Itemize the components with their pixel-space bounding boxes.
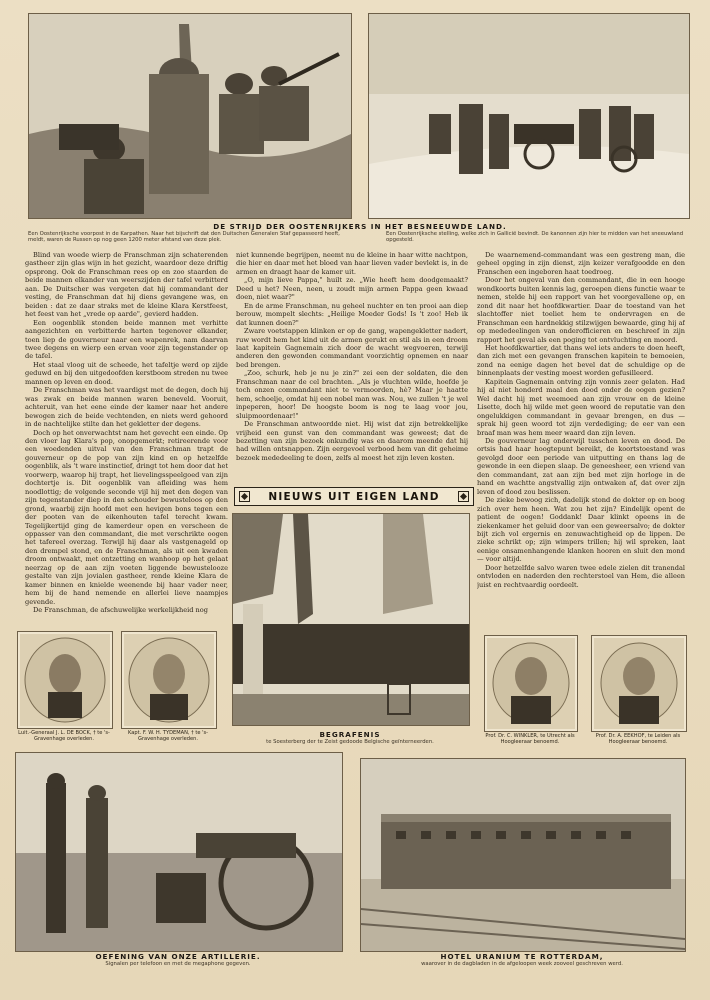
section-banner [234,487,474,506]
portrait-caption-winkler: Prof. Dr. C. WINKLER, te Utrecht als Hoogleeraar benoemd. [485,733,575,745]
section-banner-title: NIEUWS UIT EIGEN LAND [268,490,440,503]
article-paragraph: En de arme Franschman, nu geheel nuchter en ten prooi aan diep berouw, mompelt slechts: „Heilige Moeder Gods! Is 't zoo! Heb ik dat kunnen doen?" [236,301,468,327]
portrait-caption-tydeman: Kapt. F. W. H. TYDEMAN, † te 's-Gravenhage overleden. [128,730,208,742]
article-paragraph: Het staal vloog uit de scheede, het tafeltje werd op zijde geduwd en bij den uitgedoofden kerstboom streden nu twee mannen op leven en dood. [25,360,228,386]
ornament-left-icon [239,491,250,502]
artillery-title: OEFENING VAN ONZE ARTILLERIE. [95,952,261,961]
article-paragraph: Kapitein Gagnemain ontving zijn vonnis zeer gelaten. Had hij al niet honderd maal den dood onder de oogen gezien? Wel dacht hij met weemoed aan zijn vrouw en de kleine Lisette, doch hij wilde met geen woord de reputatie van den ongelukkigen commandant in gevaar brengen, en dus — sprak hij geen woord tot zijn verdediging; de eer van een braaf man was hem meer waard dan zijn leven. [477,377,685,437]
hotel-title: HOTEL URANIUM TE ROTTERDAM, [440,952,604,961]
article-paragraph: Door hetzelfde salvo waren twee edele zielen dit tranendal ontvloden en naderden den rechterstoel van Hem, die alleen juist en rechtvaardig oordeelt. [477,563,685,589]
photo-artillery-exercise [15,752,343,952]
photo-hotel-uranium [360,758,686,952]
article-paragraph: De Franschman antwoordde niet. Hij wist dat zijn betrekkelijke vrijheid een gunst van den commandant was geweest; dat de bezetting van zijn bezoek onkundig was en daarom meende dat hij had willen ontsnappen. Zijn eergevoel verbood hem van dit geheime bezoek mededeeling te doen, zelfs al moest het zijn leven kosten. [236,420,468,462]
article-paragraph: „O, mijn lieve Pappa," huilt ze. „Wie heeft hem doodgemaakt? Deed u het? Neen, neen, u zoudt mijn armen Pappa geen kwaad doen, niet waar?" [236,276,468,302]
article-paragraph: niet kunnende begrijpen, neemt nu de kleine in haar witte nachtpon, die hier en daar met het bloed van haar lieven vader bevlekt is, in de armen en draagt haar de kamer uit. [236,251,468,276]
article-paragraph: De Franschman, de afschuwelijke werkelijkheid nog [33,606,208,615]
article-paragraph: Een oogenblik stonden beide mannen met verhitte aangezichten en verbitterde harten tegenover elkander, toen liep de gouverneur naar een wapenrek, nam daarvan twee degens en wierp een ervan voor zijn tegenstander op de tafel. [25,318,228,361]
article-column-1 [25,251,228,627]
portrait-caption-eekhof: Prof. Dr. A. EEKHOF, te Leiden als Hoogleeraar benoemd. [595,733,681,745]
portrait-de-bock [17,631,113,729]
portrait-caption-de-bock: Luit.-Generaal J. L. DE BOCK, † te 's-Gravenhage overleden. [18,730,110,742]
ornament-right-icon [458,491,469,502]
article-paragraph: Het hoofdkwartier, dat thans wel iets anders te doen heeft, dan zich met een gevangen franschen kapitein te bemoeien, zond na eenige dagen het bevel dat de schuldige op de binnenplaats der vesting moest worden gefusilleerd. [477,343,685,378]
burial-title: BEGRAFENIS [319,730,381,739]
portrait-tydeman [121,631,217,729]
article-column-3 [477,251,685,628]
article-paragraph: De waarnemend-commandant was een gestreng man, die geheel opging in zijn dienst, zijn keizer verafgoodde en den Franschen een ingeboren haat toedroeg. [477,251,685,276]
burial-caption: te Soesterberg der te Zeist gedoode Belgische geïnterneerden. [266,739,434,745]
portrait-eekhof [591,635,687,732]
photo-austrian-position [368,13,690,219]
top-right-caption: Een Oostenrijksche stelling, welke zich in Gallicië bevindt. De kanonnen zijn hier te midden van het sneeuwland opgesteld. [386,231,684,243]
article-paragraph: Doch op het onverwachtst nam het gevecht een einde. Op den vloer lag Klara's pop, onopgemerkt; retireerende voor een woedenden uitval van den Franschman trapt de gouverneur op de pop van zijn kind en op hetzelfde oogenblik, als 't ware instinctief, dringt tot hem door dat het voorwerp, waarop hij trapt, het lievelingsspeelgoed van zijn dochtertje is. Dit oogenblik van afleiding was hem noodlottig; de volgende seconde vijl hij met den degen van zijn tegenstander diep in den schouder bewusteloos op den grond, waarbij zijn hoofd met een hevigen bons tegen een der pooten van de eikenhouten tafel terecht kwam. Tegelijkertijd ging de kamerdeur open en verscheen de oppasser van den commandant, die met verschrikte oogen het tafereel overzag. Terwijl hij daar als vastgenageld op den drempel stond, en de Franschman, als uit een kwaden droom ontwaakt, met ontzetting en wanhoop op het gelaat neerzag op de aan zijn voeten liggende bewustelooze gestalte van zijn jovialen gastheer, rende kleine Klara de kamer binnen en knielde weenende bij haar vader neer, hem bij de hand nemende en allerlei lieve naampjes gevende. [25,428,228,606]
article-paragraph: „Zoo, schurk, heb je nu je zin?" zei een der soldaten, die den Franschman naar de cel brachten. „Als je vluchten wilde, hoefde je toch onzen commandant niet te vermoorden, hè? Maar je haatte hem, schoelje, omdat hij een nobel man was. Nou, we zullen 't je wel inpeperen, hoor! De hoogste boom is nog te laag voor jou, sluipmoordenaar!" [236,369,468,420]
artillery-caption: Signalen per telefoon en met de megaphone gegeven. [105,961,251,967]
photo-austrian-outpost [28,13,352,219]
article-paragraph: De zieke bewoog zich, dadelijk stond de dokter op en boog zich over hem heen. Wat zou het zijn? Eindelijk opent de patient de oogen! Goddank! Daar klinkt opeens in de ziekenkamer het geluid door van een geweersalvo; de dokter bijt zich vol ergernis en zenuwachtigheid op de lippen. De zieke schrikt op; zijn wimpers trillen; hij wil spreken, laat eenige onsamenhangende klanken hooren en sluit den mond — voor altijd. [477,496,685,564]
article-paragraph: De Franschman was het vaardigst met de degen, doch hij was zwak en beide mannen waren beneveld. Vooruit, achteruit, van het eene einde der kamer naar het andere bewogen zich de beide vechtenden, en niets werd gehoord in de nachtelijke stilte dan het gekletter der degens. [25,386,228,429]
article-paragraph: Door het ongeval van den commandant, die in een hooge wondkoorts buiten kennis lag, geroepen diens functie waar te nemen, stelde hij een rapport van het voorgevallene op, en zond dit naar het hoofdkwartier. Daar de toestand van het slachtoffer niet toeliet hem te ondervragen en de Franschman een hardnekkig stilzwijgen bewaarde, ging hij af op mededeelingen van onderofficieren en beschreef in zijn rapport het geval als een poging tot ontvluchting en moord. [477,276,685,344]
article-paragraph: Blind van woede wierp de Franschman zijn schaterenden gastheer zijn glas wijn in het gezicht, waardoor deze driftig opsprong. Ook de Franschman rees op en zoo staarden de beide mannen elkander van weerszijden der tafel verbitterd aan. De Duitscher was vergeten dat hij commandant der vesting, de Franschman dat hij diens gevangene was, en beiden : dat ze daar straks met de kleine Klara Kerstfeest, het feest van het „vrede op aarde", gevierd hadden. [25,251,228,319]
top-left-caption: Een Oostenrijksche voorpost in de Karpathen. Naar het bijschrift dat den Duitschen Generalen Staf gepasseerd heeft, meldt, waren de Russen op nog geen 1200 meter afstand van deze plek. [28,231,340,243]
portrait-winkler [484,635,578,732]
hotel-caption: waarover in de dagbladen in de afgeloopen week zooveel geschreven werd. [421,961,623,967]
photo-burial [232,513,470,726]
article-paragraph: De gouverneur lag onderwijl tusschen leven en dood. De ortsis had haar hoogtepunt bereikt, de koortstoestand was gevolgd door een periode van uitputting en thans lag de gewonde in een diepen slaap. De geneesheer, een vriend van den commandant, zat aan zijn bed met zijn horloge in de hand en wachtte angstvallig zijn ontwaken af, dat over zijn leven of dood zou beslissen. [477,436,685,496]
article-paragraph: Zware voetstappen klinken er op de gang, wapengekletter nadert, ruw wordt hem het kind uit de armen gerukt en stil als in een droom laat kapitein Gagnemain zich door de wacht wegvoeren, terwijl anderen den gewonden commandant voorzichtig opnemen en naar bed brengen. [236,327,468,369]
top-photos-title: DE STRIJD DER OOSTENRIJKERS IN HET BESNEEUWDE LAND. [213,222,507,231]
article-column-2 [236,251,468,483]
